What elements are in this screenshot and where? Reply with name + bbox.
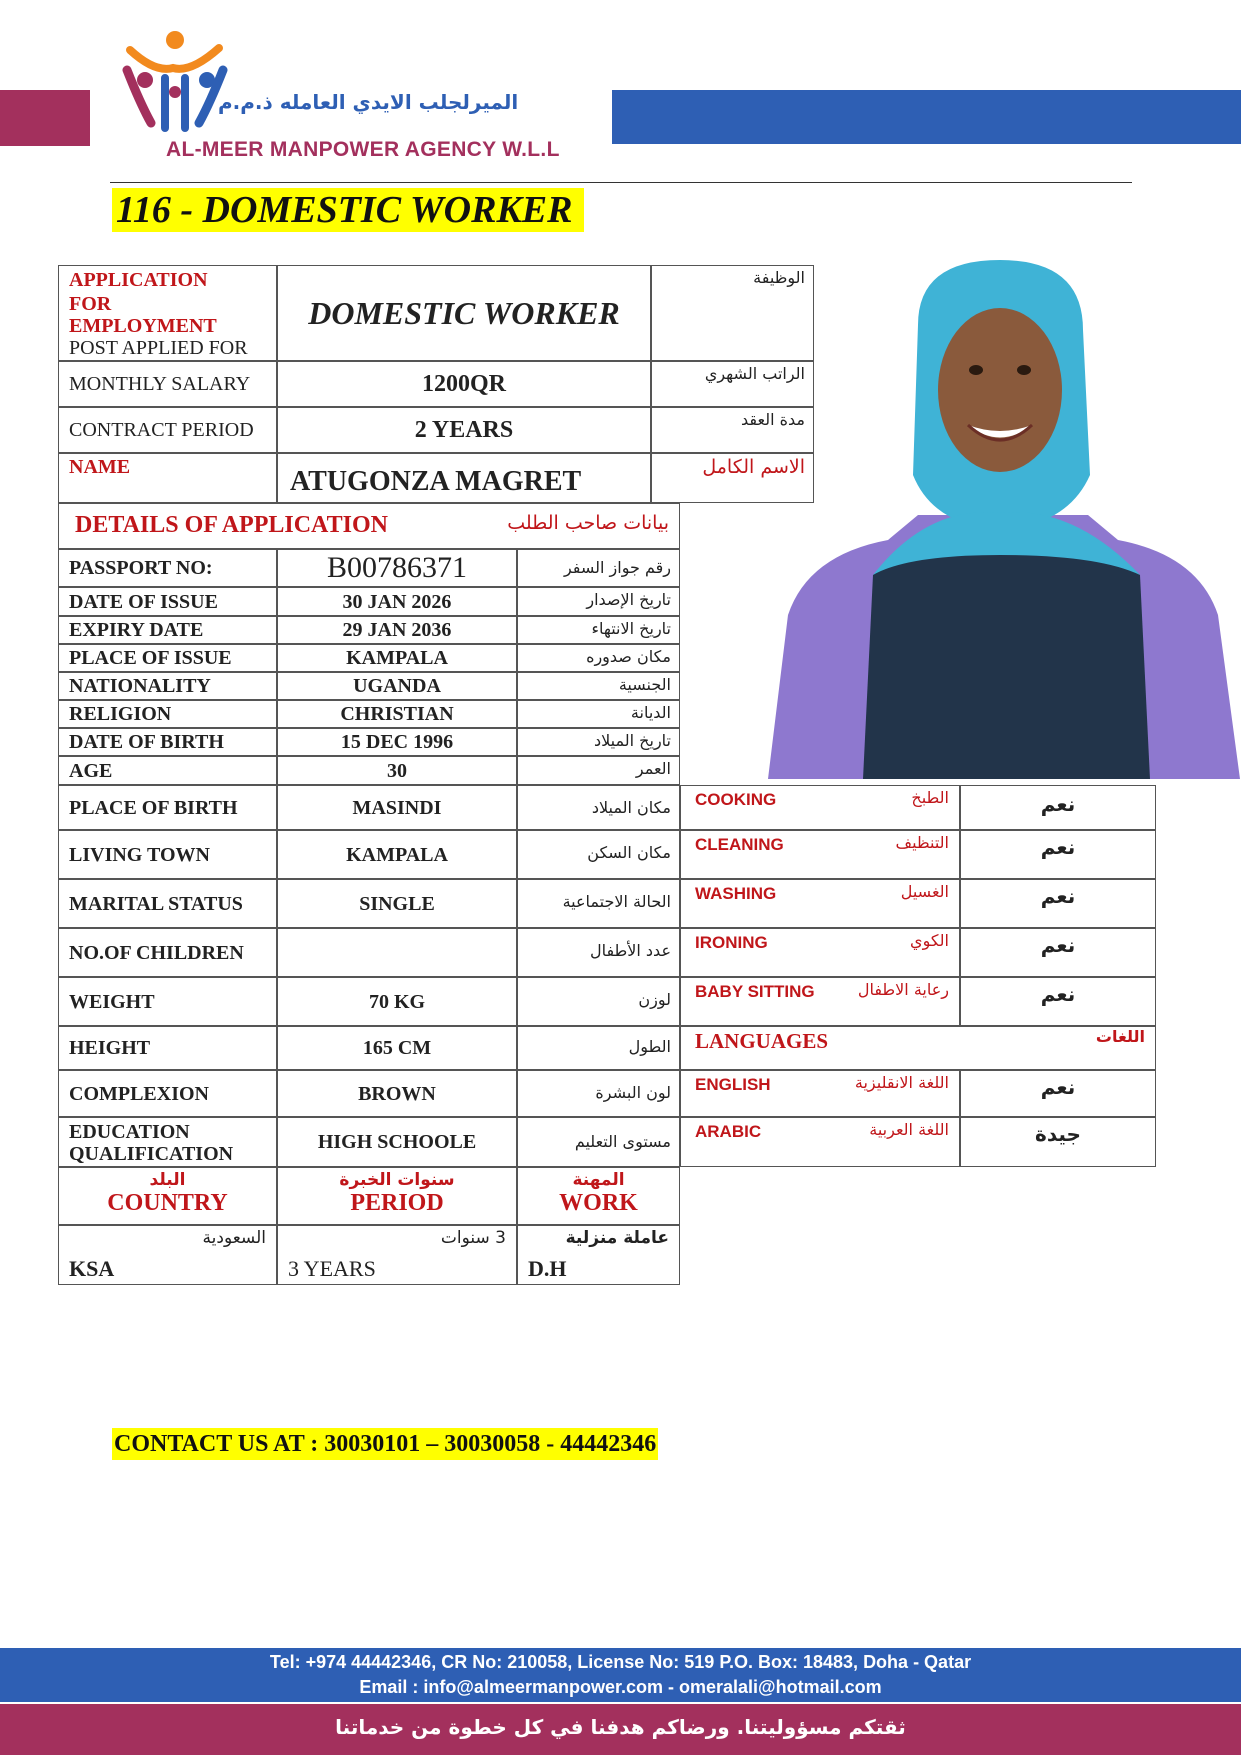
nationality-value: UGANDA xyxy=(277,672,517,700)
place-of-issue-label: PLACE OF ISSUE xyxy=(69,647,232,669)
post-value: DOMESTIC WORKER xyxy=(308,294,620,331)
dob-value: 15 DEC 1996 xyxy=(277,728,517,756)
education-label-2: QUALIFICATION xyxy=(69,1143,234,1165)
name-ar: الاسم الكامل xyxy=(651,453,814,503)
skill-cleaning-ar: التنظيف xyxy=(895,833,949,852)
passport-ar: رقم جواز السفر xyxy=(517,549,680,587)
lang-english-ar: اللغة الانقليزية xyxy=(854,1073,949,1092)
languages-heading: LANGUAGES xyxy=(695,1029,829,1053)
salary-label-cell xyxy=(58,361,277,407)
issue-date-ar: تاريخ الإصدار xyxy=(517,587,680,616)
religion-label: RELIGION xyxy=(69,703,172,725)
height-value: 165 CM xyxy=(277,1026,517,1070)
salary-value: 1200QR xyxy=(277,361,651,407)
skill-babysitting-answer-cell xyxy=(960,977,1156,1026)
education-value: HIGH SCHOOLE xyxy=(277,1117,517,1167)
lang-english-answer: نعم xyxy=(1040,1075,1076,1099)
skill-ironing-ar: الكوي xyxy=(910,931,949,950)
nationality-ar: الجنسية xyxy=(517,672,680,700)
post-value-cell xyxy=(277,265,651,361)
skill-washing-en: WASHING xyxy=(695,884,777,903)
exp-country-en: KSA xyxy=(69,1256,115,1281)
marital-status-label: MARITAL STATUS xyxy=(69,892,243,915)
lang-arabic-ar: اللغة العربية xyxy=(869,1120,949,1139)
complexion-ar: لون البشرة xyxy=(517,1070,680,1117)
skill-cleaning-cell xyxy=(680,830,960,879)
lang-arabic-cell xyxy=(680,1117,960,1167)
living-town-value: KAMPALA xyxy=(277,830,517,879)
application-label-2: FOR xyxy=(69,293,112,315)
skill-ironing-en: IRONING xyxy=(695,933,768,952)
lang-english-en: ENGLISH xyxy=(695,1075,771,1094)
age-value: 30 xyxy=(277,756,517,785)
skill-cooking-en: COOKING xyxy=(695,790,777,809)
footer-slogan: ثقتكم مسؤوليتنا. ورضاكم هدفنا في كل خطوة من خدماتنا xyxy=(335,1715,906,1739)
skill-babysitting-answer: نعم xyxy=(1040,982,1076,1006)
exp-header-work-en: WORK xyxy=(559,1190,638,1216)
nationality-label: NATIONALITY xyxy=(69,675,211,697)
contract-value: 2 YEARS xyxy=(277,407,651,453)
place-of-birth-value: MASINDI xyxy=(277,785,517,830)
exp-country-cell xyxy=(58,1225,277,1285)
skill-cooking-answer-cell xyxy=(960,785,1156,830)
name-value: ATUGONZA MAGRET xyxy=(290,466,582,497)
exp-header-work-ar: المهنة xyxy=(572,1170,625,1190)
exp-work-en: D.H xyxy=(528,1256,567,1281)
place-of-issue-ar: مكان صدوره xyxy=(517,644,680,672)
issue-date-value: 30 JAN 2026 xyxy=(277,587,517,616)
salary-ar: الراتب الشهري xyxy=(651,361,814,407)
complexion-value: BROWN xyxy=(277,1070,517,1117)
education-ar: مستوى التعليم xyxy=(517,1117,680,1167)
skill-cooking-ar: الطبخ xyxy=(911,788,949,807)
skill-ironing-answer: نعم xyxy=(1040,933,1076,957)
age-ar: العمر xyxy=(517,756,680,785)
weight-value: 70 KG xyxy=(277,977,517,1026)
skill-babysitting-cell xyxy=(680,977,960,1026)
children-value xyxy=(277,928,517,977)
religion-value: CHRISTIAN xyxy=(277,700,517,728)
passport-value: B00786371 xyxy=(326,551,467,584)
application-label-cell xyxy=(58,265,277,361)
contract-label-cell xyxy=(58,407,277,453)
living-town-label: LIVING TOWN xyxy=(69,843,210,866)
lang-english-answer-cell xyxy=(960,1070,1156,1117)
languages-heading-cell xyxy=(680,1026,1156,1070)
exp-header-period-ar: سنوات الخبرة xyxy=(339,1170,455,1190)
footer-tel-line: Tel: +974 44442346, CR No: 210058, License No: 519 P.O. Box: 18483, Doha - Qatar xyxy=(269,1652,972,1672)
contract-ar: مدة العقد xyxy=(651,407,814,453)
skill-washing-cell xyxy=(680,879,960,928)
skill-cooking-answer: نعم xyxy=(1040,792,1076,816)
details-heading: DETAILS OF APPLICATION xyxy=(75,512,388,538)
exp-header-period xyxy=(277,1167,517,1225)
footer-email-line: Email : info@almeermanpower.com - omeralali@hotmail.com xyxy=(359,1677,882,1697)
worker-photo xyxy=(768,255,1240,779)
details-heading-cell xyxy=(58,503,680,549)
skill-cleaning-answer-cell xyxy=(960,830,1156,879)
passport-label: PASSPORT NO: xyxy=(69,557,213,579)
education-label-1: EDUCATION xyxy=(69,1121,190,1143)
salary-label: MONTHLY SALARY xyxy=(69,373,251,395)
exp-work-cell xyxy=(517,1225,680,1285)
expiry-date-label: EXPIRY DATE xyxy=(69,619,204,641)
exp-country-ar: السعودية xyxy=(202,1228,266,1248)
logo-english-text: AL-MEER MANPOWER AGENCY W.L.L xyxy=(166,138,560,161)
dob-ar: تاريخ الميلاد xyxy=(517,728,680,756)
logo-arabic-text: الميرلجلب الايدي العامله ذ.م.م xyxy=(218,90,519,114)
lang-english-cell xyxy=(680,1070,960,1117)
marital-status-value: SINGLE xyxy=(277,879,517,928)
religion-ar: الديانة xyxy=(517,700,680,728)
issue-date-label: DATE OF ISSUE xyxy=(69,590,218,613)
application-label-1: APPLICATION xyxy=(69,269,208,291)
living-town-ar: مكان السكن xyxy=(517,830,680,879)
height-label: HEIGHT xyxy=(69,1037,151,1059)
contract-label: CONTRACT PERIOD xyxy=(69,419,254,441)
exp-period-ar: 3 سنوات xyxy=(440,1228,506,1248)
name-label-cell xyxy=(58,453,277,503)
skill-washing-ar: الغسيل xyxy=(900,882,949,901)
lang-arabic-answer-cell xyxy=(960,1117,1156,1167)
exp-header-country xyxy=(58,1167,277,1225)
place-of-issue-value: KAMPALA xyxy=(277,644,517,672)
exp-work-ar: عاملة منزلية xyxy=(565,1228,669,1248)
exp-header-country-ar: البلد xyxy=(149,1170,186,1190)
skill-ironing-answer-cell xyxy=(960,928,1156,977)
weight-ar: لوزن xyxy=(517,977,680,1026)
name-label: NAME xyxy=(69,456,131,478)
page-title: 116 - DOMESTIC WORKER xyxy=(112,188,584,232)
details-heading-ar: بيانات صاحب الطلب xyxy=(507,512,669,534)
height-ar: الطول xyxy=(517,1026,680,1070)
contact-line: CONTACT US AT : 30030101 – 30030058 - 44442346 xyxy=(112,1428,658,1460)
expiry-date-value: 29 JAN 2036 xyxy=(277,616,517,644)
exp-header-period-en: PERIOD xyxy=(350,1190,444,1216)
header-bar-right xyxy=(612,90,1241,144)
place-of-birth-ar: مكان الميلاد xyxy=(517,785,680,830)
complexion-label: COMPLEXION xyxy=(69,1082,209,1105)
age-label: AGE xyxy=(69,759,113,782)
post-ar: الوظيفة xyxy=(651,265,814,361)
skill-washing-answer: نعم xyxy=(1040,884,1076,908)
skill-cooking-cell xyxy=(680,785,960,830)
children-ar: عدد الأطفال xyxy=(517,928,680,977)
exp-period-cell xyxy=(277,1225,517,1285)
skill-cleaning-en: CLEANING xyxy=(695,835,784,854)
marital-status-ar: الحالة الاجتماعية xyxy=(517,879,680,928)
exp-header-country-en: COUNTRY xyxy=(107,1190,228,1216)
skill-babysitting-en: BABY SITTING xyxy=(695,982,815,1001)
weight-label: WEIGHT xyxy=(69,990,155,1013)
people-logo-icon xyxy=(115,28,235,138)
languages-heading-ar: اللغات xyxy=(1095,1027,1145,1046)
skill-babysitting-ar: رعاية الاطفال xyxy=(857,980,949,999)
education-label-cell xyxy=(58,1117,277,1167)
post-applied-label: POST APPLIED FOR xyxy=(69,337,248,359)
expiry-date-ar: تاريخ الانتهاء xyxy=(517,616,680,644)
children-label: NO.OF CHILDREN xyxy=(69,941,244,964)
exp-period-en: 3 YEARS xyxy=(288,1256,376,1281)
skill-ironing-cell xyxy=(680,928,960,977)
skill-cleaning-answer: نعم xyxy=(1040,835,1076,859)
skill-washing-answer-cell xyxy=(960,879,1156,928)
lang-arabic-en: ARABIC xyxy=(695,1122,762,1141)
application-label-3: EMPLOYMENT xyxy=(69,315,217,337)
exp-header-work xyxy=(517,1167,680,1225)
dob-label: DATE OF BIRTH xyxy=(69,731,224,753)
place-of-birth-label: PLACE OF BIRTH xyxy=(69,796,238,819)
divider xyxy=(110,182,1132,183)
header-bar-left xyxy=(0,90,90,146)
lang-arabic-answer: جيدة xyxy=(1035,1122,1081,1146)
name-value-cell xyxy=(277,453,651,503)
